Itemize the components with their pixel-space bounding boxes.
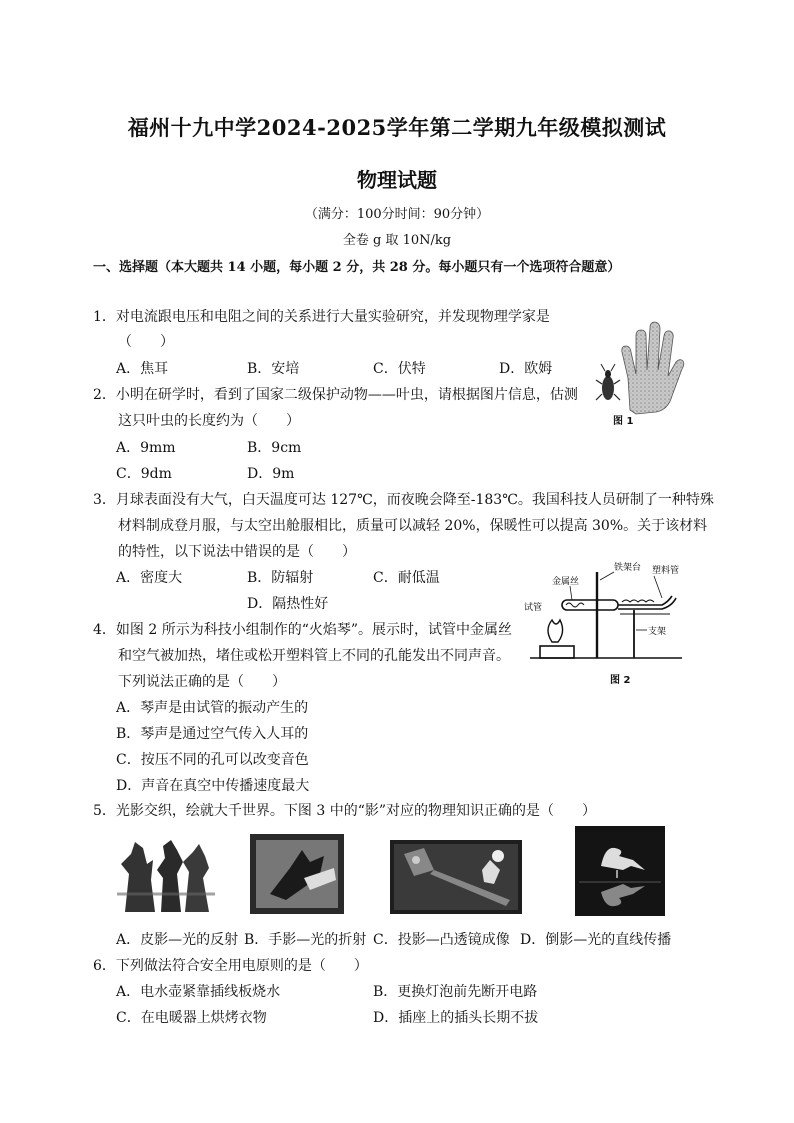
figure-2-label-stand: 铁架台	[614, 563, 642, 573]
q1-option-d: D．欧姆	[499, 361, 553, 377]
q4-stem-line3: 下列说法正确的是（ ）	[118, 674, 286, 690]
q4-option-d: D．声音在真空中传播速度最大	[116, 778, 310, 794]
g-note: 全卷 g 取 10N/kg	[342, 233, 452, 248]
page-subtitle: 物理试题	[357, 168, 437, 192]
q6-option-d: D．插座上的插头长期不拔	[373, 1010, 539, 1026]
q2-option-a: A．9mm	[116, 440, 176, 456]
figure-1-leaf-insect-and-hand	[592, 318, 692, 428]
q5-option-c: C．投影—凸透镜成像	[373, 932, 510, 948]
figure-3d-reflection	[575, 826, 665, 916]
q4-option-b: B．琴声是通过空气传入人耳的	[116, 726, 309, 742]
q4-option-c: C．按压不同的孔可以改变音色	[116, 752, 309, 768]
section-heading: 一、选择题（本大题共 14 小题，每小题 2 分，共 28 分。每小题只有一个选项符合题意）	[93, 260, 621, 275]
q5-option-a: A．皮影—光的反射	[116, 932, 239, 948]
exam-info: （满分：100分时间：90分钟）	[304, 207, 490, 222]
q3-option-d: D．隔热性好	[247, 596, 329, 612]
figure-3b-hand-shadow	[250, 834, 344, 914]
q3-stem-line2: 材料制成登月服，与太空出舱服相比，质量可以减轻 20%，保暖性可以提高 30%。关于该材料	[118, 518, 708, 534]
q3-option-a: A．密度大	[116, 570, 183, 586]
figure-2-label-wire: 金属丝	[552, 577, 580, 587]
q2-stem-line1: 2．小明在研学时，看到了国家二级保护动物——叶虫，请根据图片信息，估测	[93, 387, 578, 403]
page-title: 福州十九中学2024-2025学年第二学期九年级模拟测试	[127, 115, 667, 140]
figure-3a-shadow-puppets	[113, 834, 219, 916]
q4-stem-line1: 4．如图 2 所示为科技小组制作的“火焰琴”。展示时，试管中金属丝	[93, 622, 513, 638]
figure-2-caption: 图 2	[610, 675, 631, 686]
q4-stem-line2: 和空气被加热，堵住或松开塑料管上不同的孔能发出不同声音。	[118, 648, 510, 664]
q2-stem-line2: 这只叶虫的长度约为（ ）	[118, 413, 300, 429]
q2-option-c: C．9dm	[116, 466, 172, 482]
q3-option-c: C．耐低温	[373, 570, 440, 586]
q6-option-b: B．更换灯泡前先断开电路	[373, 984, 538, 1000]
q1-stem-line2: （ ）	[118, 334, 174, 350]
q6-option-a: A．电水壶紧靠插线板烧水	[116, 984, 281, 1000]
q3-stem-line1: 3．月球表面没有大气，白天温度可达 127℃，而夜晚会降至-183℃。我国科技人员研制了一种特殊	[93, 492, 714, 508]
q5-stem-line1: 5．光影交织，绘就大千世界。下图 3 中的“影”对应的物理知识正确的是（ ）	[93, 803, 597, 819]
q2-option-b: B．9cm	[247, 440, 302, 456]
q5-option-b: B．手影—光的折射	[244, 932, 367, 948]
figure-1-caption: 图 1	[613, 416, 634, 427]
q2-option-d: D．9m	[247, 466, 295, 482]
q1-option-a: A．焦耳	[116, 361, 169, 377]
figure-2-flame-harp-diagram	[522, 558, 694, 676]
q6-option-c: C．在电暖器上烘烤衣物	[116, 1010, 267, 1026]
q3-stem-line3: 的特性，以下说法中错误的是（ ）	[118, 544, 356, 560]
figure-2-label-pipe: 塑料管	[652, 566, 680, 576]
q6-stem-line1: 6．下列做法符合安全用电原则的是（ ）	[93, 958, 368, 974]
q1-option-b: B．安培	[247, 361, 300, 377]
q3-option-b: B．防辐射	[247, 570, 314, 586]
q5-option-d: D．倒影—光的直线传播	[520, 932, 672, 948]
q1-stem-line1: 1．对电流跟电压和电阻之间的关系进行大量实验研究，并发现物理学家是	[93, 309, 550, 325]
figure-3c-projection	[390, 840, 522, 914]
q1-option-c: C．伏特	[373, 361, 426, 377]
figure-2-label-support: 支架	[648, 627, 667, 637]
q4-option-a: A．琴声是由试管的振动产生的	[116, 700, 309, 716]
figure-2-label-test-tube: 试管	[524, 603, 543, 613]
